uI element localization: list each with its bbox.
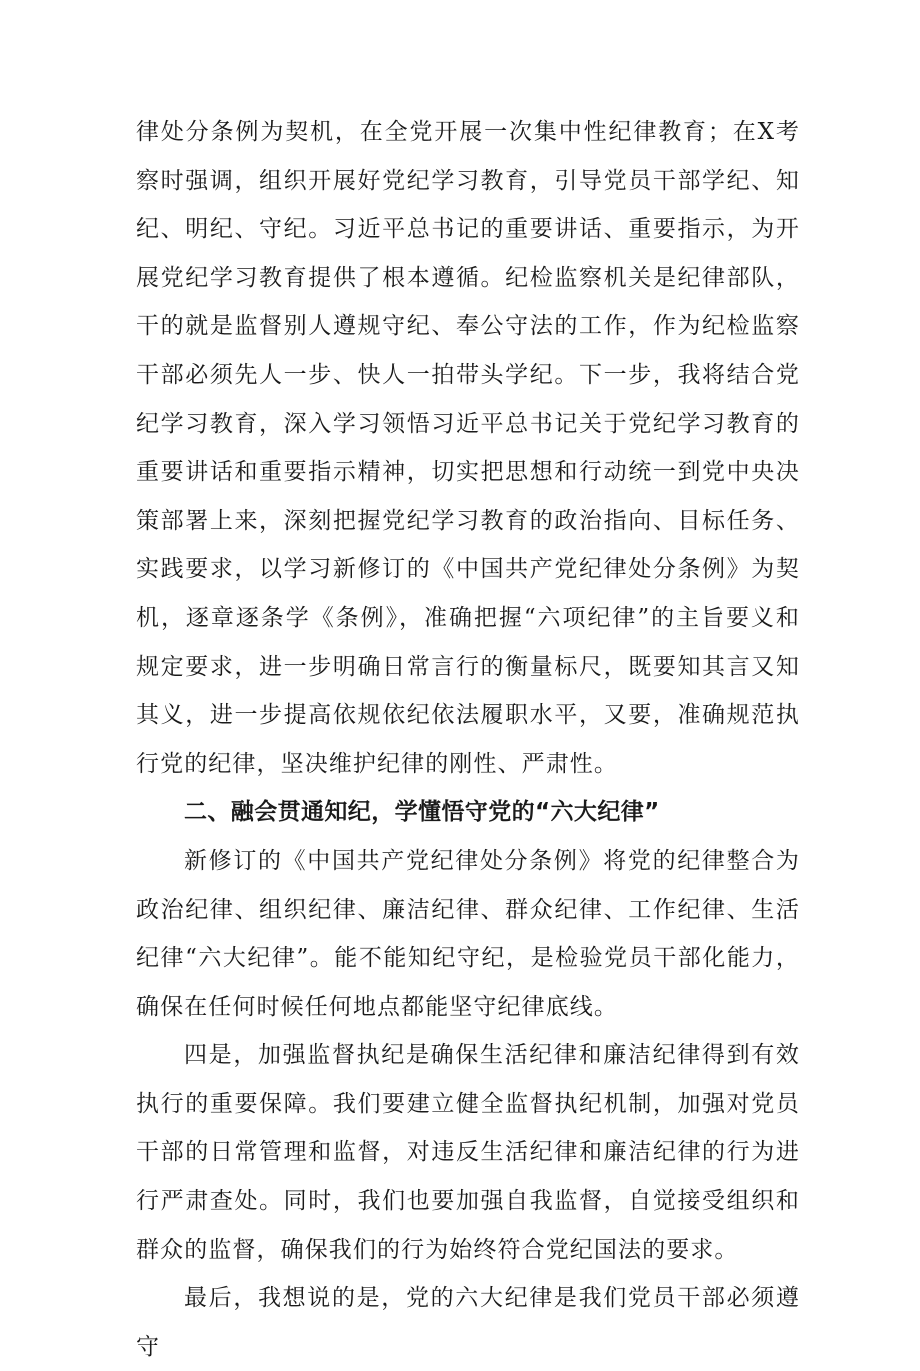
body-paragraph: 新修订的《中国共产党纪律处分条例》将党的纪律整合为政治纪律、组织纪律、廉洁纪律、群众纪律、工作纪律、生活纪律“六大纪律”。能不能知纪守纪，是检验党员干部化能力，确保在任何时候任何地点都能坚守纪律底线。 bbox=[136, 847, 800, 1020]
body-paragraph: 最后，我想说的是，党的六大纪律是我们党员干部必须遵守 bbox=[136, 1285, 800, 1360]
body-paragraph: 四是，加强监督执纪是确保生活纪律和廉洁纪律得到有效执行的重要保障。我们要建立健全监督执纪机制，加强对党员干部的日常管理和监督，对违反生活纪律和廉洁纪律的行为进行严肃查处。同时，我们也要加强自我监督，自觉接受组织和群众的监督，确保我们的行为始终符合党纪国法的要求。 bbox=[136, 1042, 800, 1263]
section-heading: 二、融会贯通知纪，学懂悟守党的“六大纪律” bbox=[184, 799, 660, 826]
body-paragraph: 律处分条例为契机，在全党开展一次集中性纪律教育；在X考察时强调，组织开展好党纪学习教育，引导党员干部学纪、知纪、明纪、守纪。习近平总书记的重要讲话、重要指示，为开展党纪学习教育提供了根本遵循。纪检监察机关是纪律部队，干的就是监督别人遵规守纪、奉公守法的工作，作为纪检监察干部必须先人一步、快人一拍带头学纪。下一步，我将结合党纪学习教育，深入学习领悟习近平总书记关于党纪学习教育的重要讲话和重要指示精神，切实把思想和行动统一到党中央决策部署上来，深刻把握党纪学习教育的政治指向、目标任务、实践要求，以学习新修订的《中国共产党纪律处分条例》为契机，逐章逐条学《条例》，准确把握“六项纪律”的主旨要义和规定要求，进一步明确日常言行的衡量标尺，既要知其言又知其义，进一步提高依规依纪依法履职水平，又要，准确规范执行党的纪律，坚决维护纪律的刚性、严肃性。 bbox=[136, 119, 800, 777]
document-body bbox=[136, 108, 800, 1371]
